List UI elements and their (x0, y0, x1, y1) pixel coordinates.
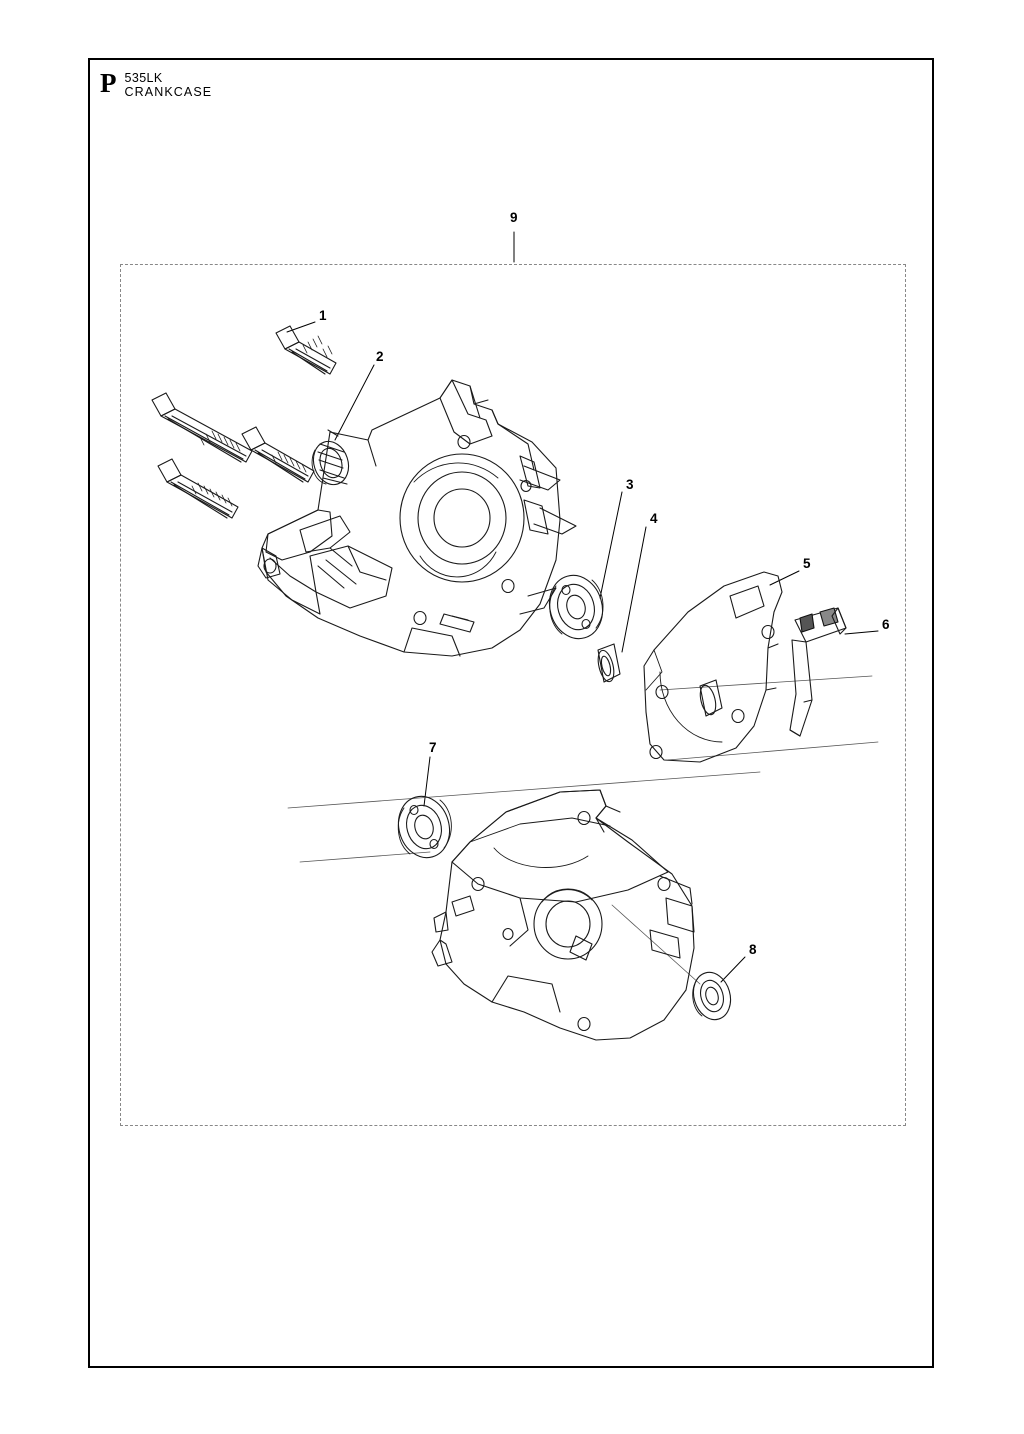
assembly-group-box (120, 264, 906, 1126)
callout-label-9: 9 (510, 210, 518, 225)
callout-label-4: 4 (650, 511, 658, 526)
callout-label-1: 1 (319, 308, 327, 323)
callout-label-5: 5 (803, 556, 811, 571)
header-titles (125, 70, 213, 99)
section-letter: P (100, 68, 117, 98)
callout-label-2: 2 (376, 349, 384, 364)
callout-label-7: 7 (429, 740, 437, 755)
model-number: 535LK (124, 71, 163, 85)
callout-label-8: 8 (749, 942, 757, 957)
callout-label-6: 6 (882, 617, 890, 632)
assembly-title: CRANKCASE (124, 85, 213, 99)
callout-label-3: 3 (626, 477, 634, 492)
page-header (100, 70, 212, 99)
